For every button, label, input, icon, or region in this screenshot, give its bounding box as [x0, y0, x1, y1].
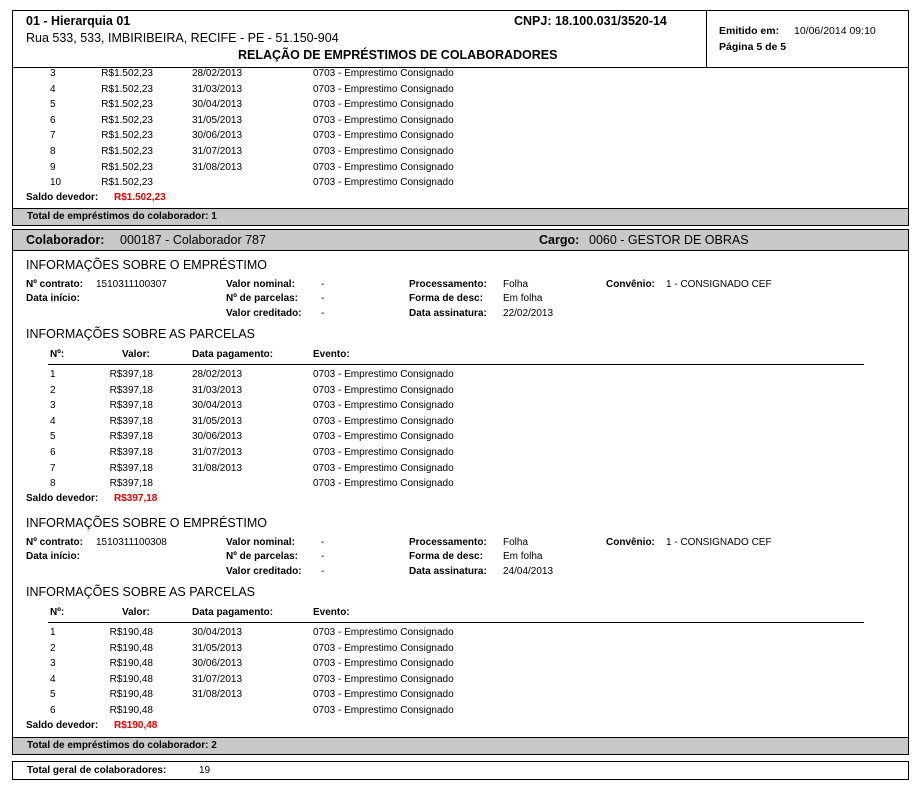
- table-header-rule: [48, 364, 864, 365]
- table-row: [0, 643, 913, 658]
- table-row: [0, 385, 913, 400]
- loan-info-heading: INFORMAÇÕES SOBRE O EMPRÉSTIMO: [26, 258, 267, 272]
- installment-date: 31/03/2013: [192, 384, 243, 396]
- installment-date: 31/07/2013: [192, 673, 243, 685]
- installment-number: 7: [50, 462, 56, 474]
- discount-form-value: Em folha: [503, 551, 543, 562]
- discount-form-value: Em folha: [503, 293, 543, 304]
- installment-number: 3: [50, 658, 56, 670]
- contract-value: 1510311100308: [96, 537, 167, 548]
- table-row: [0, 447, 913, 462]
- agreement-value: 1 - CONSIGNADO CEF: [666, 279, 772, 290]
- table-row: [0, 416, 913, 431]
- carryover-saldo-value: R$1.502,23: [114, 192, 166, 203]
- installment-number: 1: [50, 627, 56, 638]
- loan-info-heading: INFORMAÇÕES SOBRE O EMPRÉSTIMO: [26, 516, 267, 530]
- contract-label: Nº contrato:: [26, 537, 83, 548]
- installment-date: 31/05/2013: [192, 415, 243, 427]
- table-row: [0, 478, 913, 493]
- collaborator-value: 000187 - Colaborador 787: [120, 233, 266, 247]
- installment-number: 5: [50, 689, 56, 701]
- installments-heading: INFORMAÇÕES SOBRE AS PARCELAS: [26, 585, 255, 599]
- installment-date: 30/06/2013: [192, 130, 243, 142]
- installment-date: 30/06/2013: [192, 431, 243, 443]
- nominal-value-label: Valor nominal:: [226, 279, 295, 290]
- table-row: [0, 84, 913, 99]
- installment-number: 3: [50, 400, 56, 412]
- page-number: Página 5 de 5: [719, 41, 787, 53]
- table-row: [0, 162, 913, 177]
- installment-event: 0703 - Emprestimo Consignado: [313, 161, 454, 173]
- installment-value: R$397,18: [109, 478, 153, 490]
- credited-value: -: [321, 566, 325, 577]
- emitted-label: Emitido em:: [719, 25, 780, 37]
- installment-value: R$397,18: [109, 384, 153, 396]
- installment-date: 31/08/2013: [192, 161, 243, 173]
- installment-value: R$1.502,23: [101, 114, 153, 126]
- installment-date: 30/04/2013: [192, 627, 243, 638]
- installment-value: R$1.502,23: [101, 99, 153, 111]
- installment-number: 4: [50, 83, 56, 95]
- loan-saldo-label: Saldo devedor:: [26, 720, 99, 731]
- report-title: RELAÇÃO DE EMPRÉSTIMOS DE COLABORADORES: [238, 48, 558, 62]
- installment-value: R$190,48: [109, 658, 153, 670]
- col-header-event: Evento:: [313, 607, 350, 618]
- signature-date-value: 22/02/2013: [503, 308, 554, 319]
- installment-event: 0703 - Emprestimo Consignado: [313, 642, 454, 654]
- company-name: 01 - Hierarquia 01: [26, 14, 131, 28]
- installment-value: R$1.502,23: [101, 146, 153, 157]
- installments-count-label: Nº de parcelas:: [226, 293, 299, 304]
- installment-event: 0703 - Emprestimo Consignado: [313, 146, 454, 157]
- col-header-date: Data pagamento:: [192, 607, 274, 618]
- installments-count: -: [321, 551, 325, 562]
- col-header-number: Nº:: [50, 607, 65, 618]
- installment-event: 0703 - Emprestimo Consignado: [313, 627, 454, 638]
- table-row: [0, 115, 913, 130]
- installment-value: R$190,48: [109, 673, 153, 685]
- installment-date: 31/07/2013: [192, 447, 243, 458]
- table-row: [0, 369, 913, 384]
- installment-event: 0703 - Emprestimo Consignado: [313, 83, 454, 95]
- installment-event: 0703 - Emprestimo Consignado: [313, 431, 454, 443]
- installment-event: 0703 - Emprestimo Consignado: [313, 705, 454, 716]
- discount-form-label: Forma de desc:: [409, 551, 483, 562]
- processing-label: Processamento:: [409, 279, 487, 290]
- nominal-value: -: [321, 279, 325, 290]
- processing-value: Folha: [503, 537, 529, 548]
- installment-number: 5: [50, 431, 56, 443]
- table-row: [0, 658, 913, 673]
- installment-number: 1: [50, 369, 56, 380]
- installment-date: 31/05/2013: [192, 642, 243, 654]
- installments-count-label: Nº de parcelas:: [226, 551, 299, 562]
- cargo-value: 0060 - GESTOR DE OBRAS: [589, 233, 749, 247]
- installment-event: 0703 - Emprestimo Consignado: [313, 462, 454, 474]
- installment-event: 0703 - Emprestimo Consignado: [313, 400, 454, 412]
- table-row: [0, 674, 913, 689]
- installment-value: R$190,48: [109, 627, 153, 638]
- installment-value: R$397,18: [109, 415, 153, 427]
- installment-date: 31/08/2013: [192, 689, 243, 701]
- installment-number: 7: [50, 130, 56, 142]
- signature-date-label: Data assinatura:: [409, 308, 487, 319]
- grand-total-box: [12, 761, 909, 780]
- installment-event: 0703 - Emprestimo Consignado: [313, 478, 454, 490]
- loan-saldo-value: R$397,18: [114, 493, 158, 504]
- installment-number: 8: [50, 478, 56, 490]
- installments-count: -: [321, 293, 325, 304]
- table-row: [0, 627, 913, 642]
- installment-number: 8: [50, 146, 56, 157]
- processing-value: Folha: [503, 279, 529, 290]
- collaborator-label: Colaborador:: [26, 233, 105, 247]
- collaborator-bar: [12, 229, 909, 251]
- table-row: [0, 431, 913, 446]
- installment-number: 6: [50, 705, 56, 716]
- installment-date: 31/03/2013: [192, 83, 243, 95]
- col-header-event: Evento:: [313, 349, 350, 360]
- processing-label: Processamento:: [409, 537, 487, 548]
- start-date-label: Data início:: [26, 293, 80, 304]
- installment-value: R$1.502,23: [101, 83, 153, 95]
- installment-event: 0703 - Emprestimo Consignado: [313, 369, 454, 380]
- installment-value: R$397,18: [109, 400, 153, 412]
- installment-value: R$397,18: [109, 447, 153, 458]
- col-header-value: Valor:: [122, 349, 150, 360]
- agreement-label: Convênio:: [606, 279, 655, 290]
- header-divider: [706, 10, 707, 67]
- installment-number: 2: [50, 384, 56, 396]
- installment-number: 5: [50, 99, 56, 111]
- nominal-value: -: [321, 537, 325, 548]
- table-row: [0, 130, 913, 145]
- start-date-label: Data início:: [26, 551, 80, 562]
- installment-value: R$1.502,23: [101, 161, 153, 173]
- installment-event: 0703 - Emprestimo Consignado: [313, 673, 454, 685]
- credited-value-label: Valor creditado:: [226, 308, 302, 319]
- installment-value: R$397,18: [109, 431, 153, 443]
- installment-event: 0703 - Emprestimo Consignado: [313, 447, 454, 458]
- carryover-saldo-label: Saldo devedor:: [26, 192, 99, 203]
- installment-number: 4: [50, 673, 56, 685]
- table-row: [0, 689, 913, 704]
- installment-value: R$1.502,23: [101, 68, 153, 79]
- agreement-value: 1 - CONSIGNADO CEF: [666, 537, 772, 548]
- cargo-label: Cargo:: [539, 233, 580, 247]
- signature-date-label: Data assinatura:: [409, 566, 487, 577]
- discount-form-label: Forma de desc:: [409, 293, 483, 304]
- installment-date: 31/05/2013: [192, 114, 243, 126]
- installment-value: R$190,48: [109, 689, 153, 701]
- table-row: [0, 68, 913, 83]
- installment-number: 6: [50, 447, 56, 458]
- credited-value: -: [321, 308, 325, 319]
- emitted-value: 10/06/2014 09:10: [794, 25, 876, 37]
- carryover-total: Total de empréstimos do colaborador: 1: [27, 211, 217, 222]
- installment-number: 4: [50, 415, 56, 427]
- installment-date: 31/07/2013: [192, 146, 243, 157]
- installment-event: 0703 - Emprestimo Consignado: [313, 114, 454, 126]
- installment-number: 9: [50, 161, 56, 173]
- installment-value: R$190,48: [109, 705, 153, 716]
- col-header-value: Valor:: [122, 607, 150, 618]
- signature-date-value: 24/04/2013: [503, 566, 554, 577]
- installment-number: 6: [50, 114, 56, 126]
- installment-event: 0703 - Emprestimo Consignado: [313, 658, 454, 670]
- nominal-value-label: Valor nominal:: [226, 537, 295, 548]
- installment-number: 10: [50, 177, 62, 189]
- installment-event: 0703 - Emprestimo Consignado: [313, 384, 454, 396]
- grand-total-value: 19: [199, 765, 211, 776]
- collaborator-total-bar: [12, 737, 909, 755]
- contract-label: Nº contrato:: [26, 279, 83, 290]
- agreement-label: Convênio:: [606, 537, 655, 548]
- installment-value: R$397,18: [109, 369, 153, 380]
- installment-date: 30/06/2013: [192, 658, 243, 670]
- loan-saldo-value: R$190,48: [114, 720, 158, 731]
- installment-number: 2: [50, 642, 56, 654]
- grand-total-label: Total geral de colaboradores:: [27, 765, 167, 776]
- installment-date: 28/02/2013: [192, 369, 243, 380]
- collaborator-total: Total de empréstimos do colaborador: 2: [27, 740, 217, 751]
- installment-value: R$1.502,23: [101, 130, 153, 142]
- installment-date: 30/04/2013: [192, 99, 243, 111]
- installment-value: R$1.502,23: [101, 177, 153, 189]
- installments-heading: INFORMAÇÕES SOBRE AS PARCELAS: [26, 327, 255, 341]
- installment-event: 0703 - Emprestimo Consignado: [313, 689, 454, 701]
- table-header-rule: [48, 622, 864, 623]
- table-row: [0, 99, 913, 114]
- installment-number: 3: [50, 68, 56, 79]
- installment-event: 0703 - Emprestimo Consignado: [313, 130, 454, 142]
- installment-date: 30/04/2013: [192, 400, 243, 412]
- carryover-total-bar: [12, 208, 909, 226]
- contract-value: 1510311100307: [96, 279, 167, 290]
- company-cnpj: CNPJ: 18.100.031/3520-14: [514, 14, 667, 28]
- installment-date: 31/08/2013: [192, 462, 243, 474]
- company-address: Rua 533, 533, IMBIRIBEIRA, RECIFE - PE - 51.150-904: [26, 31, 339, 45]
- installment-event: 0703 - Emprestimo Consignado: [313, 68, 454, 79]
- installment-event: 0703 - Emprestimo Consignado: [313, 99, 454, 111]
- table-row: [0, 146, 913, 161]
- installment-event: 0703 - Emprestimo Consignado: [313, 415, 454, 427]
- table-row: [0, 705, 913, 720]
- installment-value: R$397,18: [109, 462, 153, 474]
- credited-value-label: Valor creditado:: [226, 566, 302, 577]
- col-header-date: Data pagamento:: [192, 349, 274, 360]
- col-header-number: Nº:: [50, 349, 65, 360]
- installment-date: 28/02/2013: [192, 68, 243, 79]
- installment-event: 0703 - Emprestimo Consignado: [313, 177, 454, 189]
- installment-value: R$190,48: [109, 642, 153, 654]
- table-row: [0, 463, 913, 478]
- table-row: [0, 400, 913, 415]
- table-row: [0, 177, 913, 192]
- loan-saldo-label: Saldo devedor:: [26, 493, 99, 504]
